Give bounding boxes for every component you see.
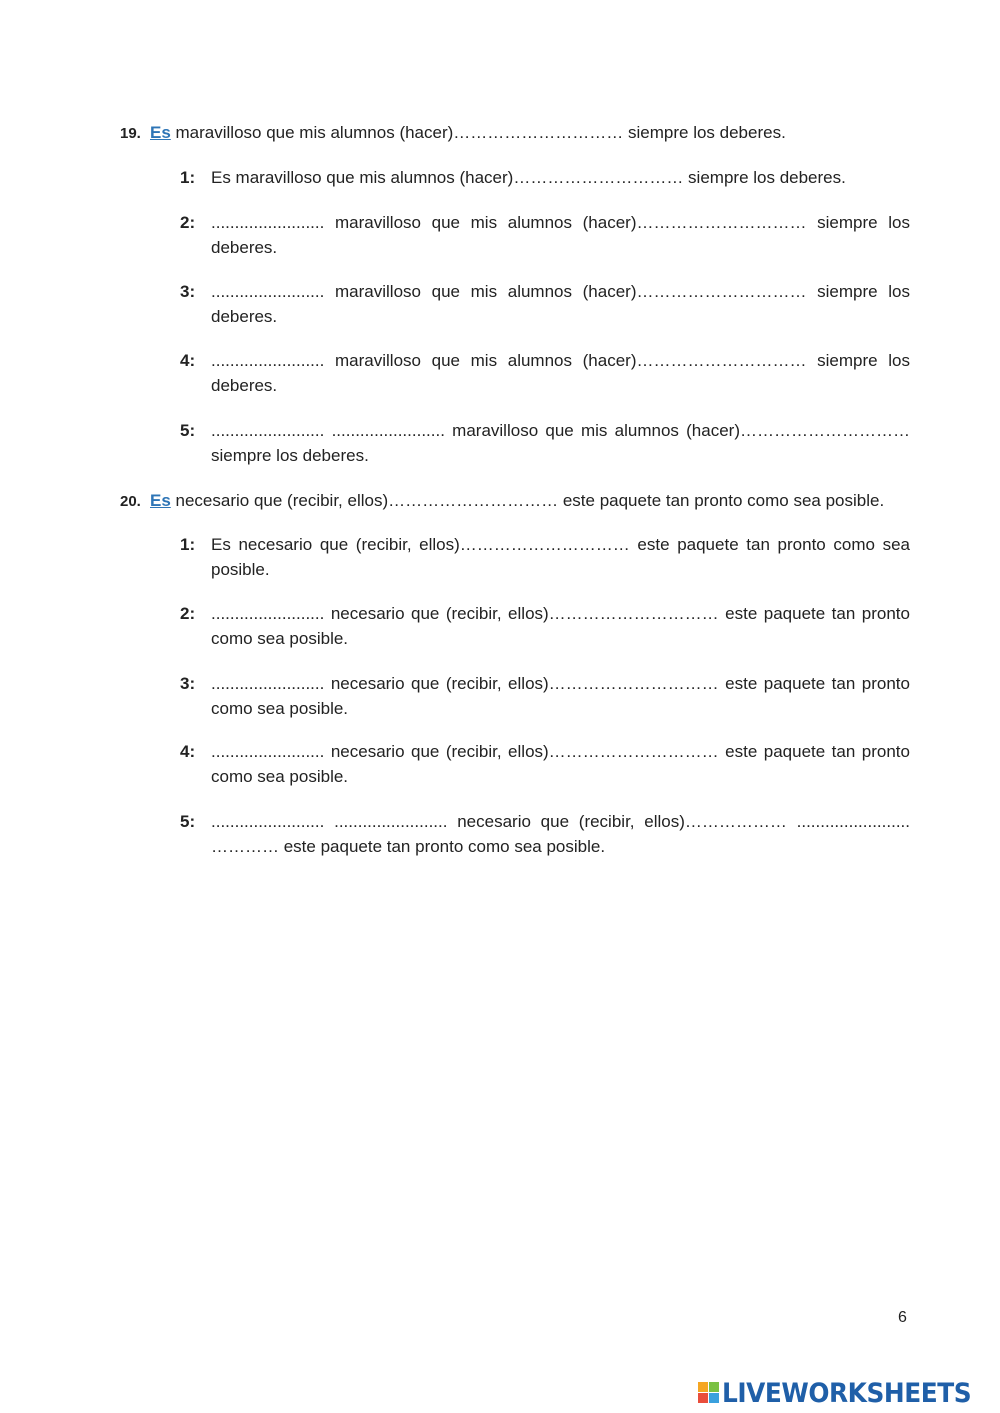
option-text: Es necesario que (recibir, ellos)………………………… este paquete tan pronto como sea posible.	[211, 535, 910, 579]
option-number: 5:	[180, 421, 196, 440]
option-number: 3:	[180, 282, 196, 301]
question-link-es[interactable]: Es	[150, 123, 171, 142]
question-19-option-1	[180, 166, 910, 191]
question-number: 20.	[120, 493, 141, 510]
question-link-es[interactable]: Es	[150, 491, 171, 510]
option-number: 3:	[180, 674, 196, 693]
option-text: ........................ maravilloso que mis alumnos (hacer)………………………… siempre los deberes.	[211, 282, 910, 326]
option-text: ........................ necesario que (recibir, ellos)………………………… este paquete tan pronto como sea posible.	[211, 604, 910, 648]
option-number: 2:	[180, 604, 196, 623]
option-number: 1:	[180, 168, 196, 187]
option-number: 5:	[180, 812, 196, 831]
logo-mark-square	[698, 1393, 708, 1403]
option-number: 2:	[180, 213, 196, 232]
question-20-option-3	[180, 672, 910, 721]
logo-mark-square	[698, 1382, 708, 1392]
page-number: 6	[898, 1309, 907, 1326]
question-20-option-1	[180, 533, 910, 582]
option-text: ........................ necesario que (recibir, ellos)………………………… este paquete tan pronto como sea posible.	[211, 674, 910, 718]
question-20-option-5	[180, 810, 910, 859]
question-20-header	[120, 489, 910, 514]
option-number: 1:	[180, 535, 196, 554]
option-text: ........................ ........................ maravilloso que mis alumnos (hacer)………………………… siempre los deberes.	[211, 421, 910, 465]
option-text: ........................ ........................ necesario que (recibir, ellos)……………… ........................ ………… este paquete tan pronto como sea posible.	[211, 812, 910, 856]
option-text: ........................ maravilloso que mis alumnos (hacer)………………………… siempre los deberes.	[211, 351, 910, 395]
option-text: ........................ necesario que (recibir, ellos)………………………… este paquete tan pronto como sea posible.	[211, 742, 910, 786]
question-19-option-2	[180, 211, 910, 260]
liveworksheets-logo[interactable]	[698, 1377, 993, 1409]
question-text: necesario que (recibir, ellos)………………………… este paquete tan pronto como sea posible.	[170, 491, 885, 510]
question-text: maravilloso que mis alumnos (hacer)………………………… siempre los deberes.	[170, 123, 786, 142]
question-19-option-3	[180, 280, 910, 329]
option-number: 4:	[180, 351, 196, 370]
question-20-option-4	[180, 740, 910, 789]
logo-mark-square	[709, 1382, 719, 1392]
question-19-option-4	[180, 349, 910, 398]
option-text: ........................ maravilloso que mis alumnos (hacer)………………………… siempre los deberes.	[211, 213, 910, 257]
logo-text: LIVEWORKSHEETS	[722, 1377, 972, 1409]
option-text: Es maravilloso que mis alumnos (hacer)………………………… siempre los deberes.	[211, 168, 846, 187]
question-19-header	[120, 121, 910, 146]
question-number: 19.	[120, 125, 141, 142]
logo-mark-icon	[698, 1382, 720, 1404]
question-19-option-5	[180, 419, 910, 468]
question-20-option-2	[180, 602, 910, 651]
logo-mark-square	[709, 1393, 719, 1403]
option-number: 4:	[180, 742, 196, 761]
